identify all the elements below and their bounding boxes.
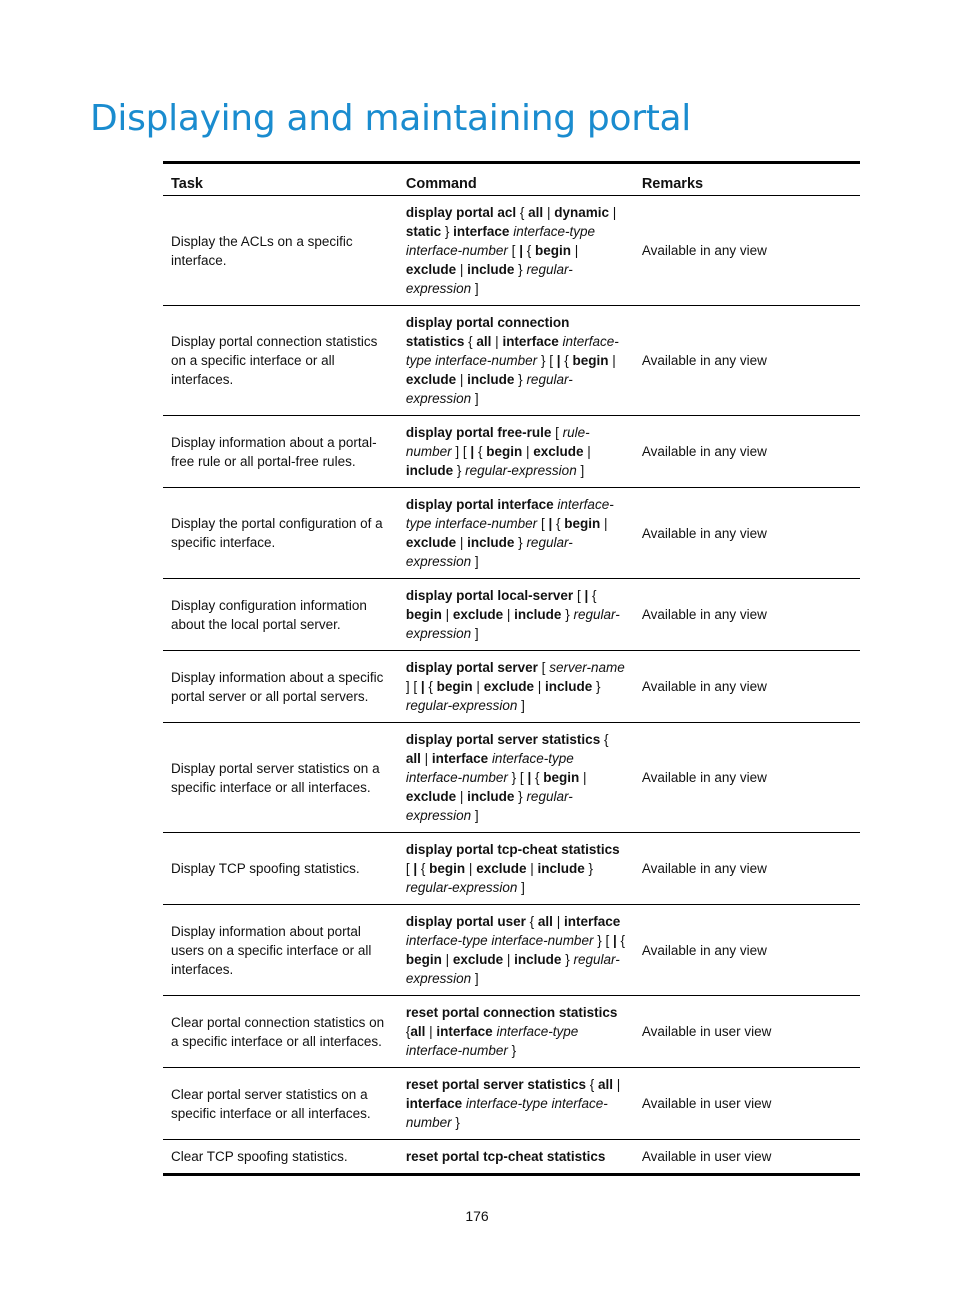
command-cell (398, 723, 634, 833)
task-cell: Clear portal connection statistics on a specific interface or all interfaces. (163, 996, 398, 1068)
command-syntax: ] (471, 626, 479, 641)
command-syntax: | (608, 353, 616, 368)
command-syntax: [ (573, 588, 585, 603)
command-keyword: include (514, 607, 562, 622)
command-syntax: [ (537, 660, 550, 675)
command-keyword: exclude (476, 861, 527, 876)
command-syntax: | (456, 789, 468, 804)
command-syntax: | (441, 952, 453, 967)
command-keyword: include (467, 372, 515, 387)
command-keyword: exclude (405, 372, 457, 387)
remarks-cell: Available in any view (634, 306, 860, 416)
command-syntax: { (464, 334, 477, 349)
command-syntax: | (503, 607, 515, 622)
command-cell (398, 488, 634, 579)
remarks-cell: Available in any view (634, 723, 860, 833)
command-syntax: | (579, 770, 587, 785)
remarks-cell: Available in any view (634, 416, 860, 488)
command-keyword: exclude (405, 789, 457, 804)
command-keyword: display portal free-rule (405, 425, 552, 440)
command-syntax: } (441, 224, 454, 239)
command-keyword: exclude (452, 607, 504, 622)
command-keyword: | (612, 933, 617, 948)
remarks-cell: Available in any view (634, 196, 860, 306)
table-body (163, 196, 860, 1175)
command-keyword: exclude (483, 679, 534, 694)
command-syntax: | (570, 243, 579, 258)
command-keyword: display portal user (405, 914, 526, 929)
command-keyword: | (519, 243, 523, 258)
command-argument: server-name (549, 660, 625, 675)
command-syntax: { (474, 444, 487, 459)
command-syntax: | (425, 1024, 437, 1039)
command-argument: interface-type interface-number (405, 497, 614, 531)
task-cell: Display portal connection statistics on a specific interface or all interfaces. (163, 306, 398, 416)
command-syntax: } [ (507, 770, 528, 785)
table-row (163, 996, 860, 1068)
command-syntax: ] (517, 698, 525, 713)
command-argument: interface-type interface-number (405, 1096, 608, 1130)
command-cell (398, 833, 634, 905)
command-keyword: display portal local-server (405, 588, 574, 603)
command-syntax: { (560, 353, 573, 368)
command-syntax: { (531, 770, 544, 785)
command-keyword: all (410, 1024, 426, 1039)
command-syntax: } (561, 952, 574, 967)
command-syntax: { (616, 933, 626, 948)
command-syntax: | (472, 679, 484, 694)
remarks-cell: Available in user view (634, 996, 860, 1068)
command-keyword: interface (453, 224, 510, 239)
command-keyword: | (548, 516, 553, 531)
command-keyword: begin (486, 444, 523, 459)
command-syntax: } [ (537, 353, 557, 368)
page-number: 176 (465, 1208, 489, 1224)
command-keyword: include (537, 861, 585, 876)
task-cell: Display portal server statistics on a specific interface or all interfaces. (163, 723, 398, 833)
command-syntax: { (585, 1077, 598, 1092)
task-cell: Display information about a portal-free rule or all portal-free rules. (163, 416, 398, 488)
command-syntax: { (522, 243, 535, 258)
command-keyword: dynamic (554, 205, 609, 220)
command-keyword: display portal tcp-cheat statistics (405, 842, 620, 857)
command-keyword: interface (502, 334, 559, 349)
task-cell: Display information about portal users on a specific interface or all interfaces. (163, 905, 398, 996)
command-syntax: | (456, 262, 468, 277)
command-cell (398, 579, 634, 651)
command-syntax: { (600, 732, 609, 747)
command-keyword: all (597, 1077, 613, 1092)
command-argument: interface-type interface-number (405, 334, 619, 368)
command-keyword: exclude (452, 952, 504, 967)
command-syntax: } (507, 1043, 517, 1058)
command-syntax: | (533, 679, 545, 694)
table-row (163, 723, 860, 833)
command-keyword: display portal acl (405, 205, 517, 220)
table-row (163, 833, 860, 905)
command-keyword: all (528, 205, 544, 220)
command-syntax: | (420, 751, 432, 766)
command-syntax: ] [ (451, 444, 471, 459)
command-keyword: begin (405, 952, 442, 967)
command-keyword: begin (543, 770, 580, 785)
table-row (163, 488, 860, 579)
command-argument: regular-expression (405, 952, 620, 986)
command-syntax: | (441, 607, 453, 622)
command-syntax: | (491, 334, 503, 349)
command-syntax: | (613, 1077, 621, 1092)
command-syntax: ] (471, 971, 479, 986)
remarks-cell: Available in any view (634, 579, 860, 651)
task-cell: Display TCP spoofing statistics. (163, 833, 398, 905)
table-row (163, 651, 860, 723)
command-keyword: interface (431, 751, 489, 766)
table-row (163, 416, 860, 488)
command-syntax: ] (576, 463, 585, 478)
command-argument: regular-expression (465, 463, 577, 478)
remarks-cell: Available in any view (634, 905, 860, 996)
header-remarks: Remarks (634, 163, 860, 196)
command-keyword: | (556, 353, 561, 368)
command-argument: interface-type interface-number (405, 1024, 579, 1058)
command-keyword: | (420, 679, 425, 694)
command-argument: interface-type interface-number (405, 933, 594, 948)
command-syntax: } (584, 861, 594, 876)
command-syntax: [ (537, 516, 549, 531)
command-syntax: { (405, 1024, 411, 1039)
command-syntax: ] (471, 554, 479, 569)
command-syntax: } (514, 262, 527, 277)
header-command: Command (398, 163, 634, 196)
command-keyword: exclude (405, 535, 457, 550)
command-syntax: } (514, 372, 527, 387)
command-keyword: static (405, 224, 442, 239)
task-cell: Clear TCP spoofing statistics. (171, 1149, 348, 1164)
command-syntax: | (456, 372, 468, 387)
command-syntax: | (600, 516, 608, 531)
table-row (163, 905, 860, 996)
page-title: Displaying and maintaining portal (90, 98, 691, 139)
command-keyword: include (467, 789, 515, 804)
command-syntax: } (561, 607, 574, 622)
command-keyword: begin (429, 861, 466, 876)
command-syntax: } (514, 789, 527, 804)
command-cell (398, 1068, 634, 1140)
header-task: Task (163, 163, 398, 196)
command-argument: regular-expression (405, 698, 518, 713)
command-keyword: interface (436, 1024, 493, 1039)
remarks-cell: Available in any view (634, 488, 860, 579)
command-keyword: display portal interface (405, 497, 554, 512)
command-keyword: begin (564, 516, 601, 531)
task-cell: Display the ACLs on a specific interface. (163, 196, 398, 306)
command-syntax: } (592, 679, 601, 694)
command-argument: interface-type interface-number (405, 224, 595, 258)
command-syntax: ] [ (405, 679, 421, 694)
command-keyword: reset portal server statistics (405, 1077, 586, 1092)
command-keyword: begin (534, 243, 571, 258)
command-argument: regular-expression (405, 372, 573, 406)
command-syntax: } [ (593, 933, 613, 948)
command-keyword: include (544, 679, 593, 694)
command-syntax: ] (471, 808, 479, 823)
command-syntax: | (608, 205, 617, 220)
command-cell (398, 416, 634, 488)
command-syntax: ] (471, 391, 479, 406)
command-syntax: { (417, 861, 430, 876)
command-syntax: | (503, 952, 515, 967)
command-argument: regular-expression (405, 262, 573, 296)
command-syntax: [ (405, 861, 414, 876)
remarks-cell: Available in any view (634, 651, 860, 723)
command-cell (398, 306, 634, 416)
command-keyword: reset portal connection statistics (405, 1005, 618, 1020)
command-syntax: ] (471, 281, 479, 296)
command-syntax: { (424, 679, 437, 694)
command-syntax: | (465, 861, 477, 876)
command-keyword: begin (436, 679, 473, 694)
command-syntax: ] (517, 880, 525, 895)
command-argument: regular-expression (405, 789, 573, 823)
command-syntax: } (451, 1115, 460, 1130)
command-argument: regular-expression (405, 880, 518, 895)
command-keyword: exclude (405, 262, 457, 277)
table-row (163, 1140, 860, 1175)
command-keyword: begin (572, 353, 609, 368)
command-keyword: all (405, 751, 421, 766)
command-cell (398, 196, 634, 306)
command-keyword: interface (405, 1096, 463, 1111)
command-keyword: display portal server (405, 660, 538, 675)
command-keyword: | (413, 861, 418, 876)
command-syntax: | (543, 205, 555, 220)
command-syntax: [ (507, 243, 520, 258)
command-keyword: include (467, 262, 515, 277)
command-keyword: begin (405, 607, 442, 622)
command-cell (398, 651, 634, 723)
table-header-row (163, 163, 860, 196)
command-keyword: exclude (533, 444, 584, 459)
command-syntax: { (552, 516, 565, 531)
command-syntax: | (552, 914, 564, 929)
task-cell: Clear portal server statistics on a specific interface or all interfaces. (163, 1068, 398, 1140)
task-cell: Display configuration information about the local portal server. (163, 579, 398, 651)
command-keyword: | (584, 588, 589, 603)
command-syntax: | (522, 444, 534, 459)
command-cell (398, 905, 634, 996)
command-keyword: | (470, 444, 475, 459)
task-cell: Display information about a specific portal server or all portal servers. (163, 651, 398, 723)
remarks-cell: Available in any view (634, 833, 860, 905)
table-row (163, 306, 860, 416)
task-cell: Display the portal configuration of a specific interface. (163, 488, 398, 579)
command-keyword: include (467, 535, 515, 550)
command-keyword: all (476, 334, 492, 349)
command-cell (398, 1140, 634, 1175)
command-keyword: all (537, 914, 553, 929)
command-argument: rule-number (405, 425, 590, 459)
command-argument: interface-type interface-number (405, 751, 574, 785)
command-keyword: display portal connection statistics (405, 315, 570, 349)
command-syntax: | (583, 444, 591, 459)
table-row (163, 196, 860, 306)
command-syntax: | (526, 861, 538, 876)
command-syntax: { (516, 205, 529, 220)
command-argument: regular-expression (405, 607, 620, 641)
command-argument: regular-expression (405, 535, 573, 569)
command-syntax: [ (551, 425, 563, 440)
command-keyword: | (527, 770, 532, 785)
command-keyword: display portal server statistics (405, 732, 601, 747)
table-row (163, 579, 860, 651)
remarks-cell: Available in user view (634, 1068, 860, 1140)
remarks-cell: Available in user view (641, 1149, 772, 1164)
table-row (163, 1068, 860, 1140)
command-syntax: } (453, 463, 466, 478)
command-keyword: reset portal tcp-cheat statistics (405, 1149, 606, 1164)
command-keyword: include (405, 463, 454, 478)
command-keyword: include (514, 952, 562, 967)
command-cell (398, 996, 634, 1068)
command-syntax: { (525, 914, 538, 929)
command-syntax: } (514, 535, 527, 550)
command-keyword: interface (563, 914, 621, 929)
command-syntax: { (588, 588, 597, 603)
command-syntax: | (456, 535, 468, 550)
command-table (163, 161, 860, 1176)
